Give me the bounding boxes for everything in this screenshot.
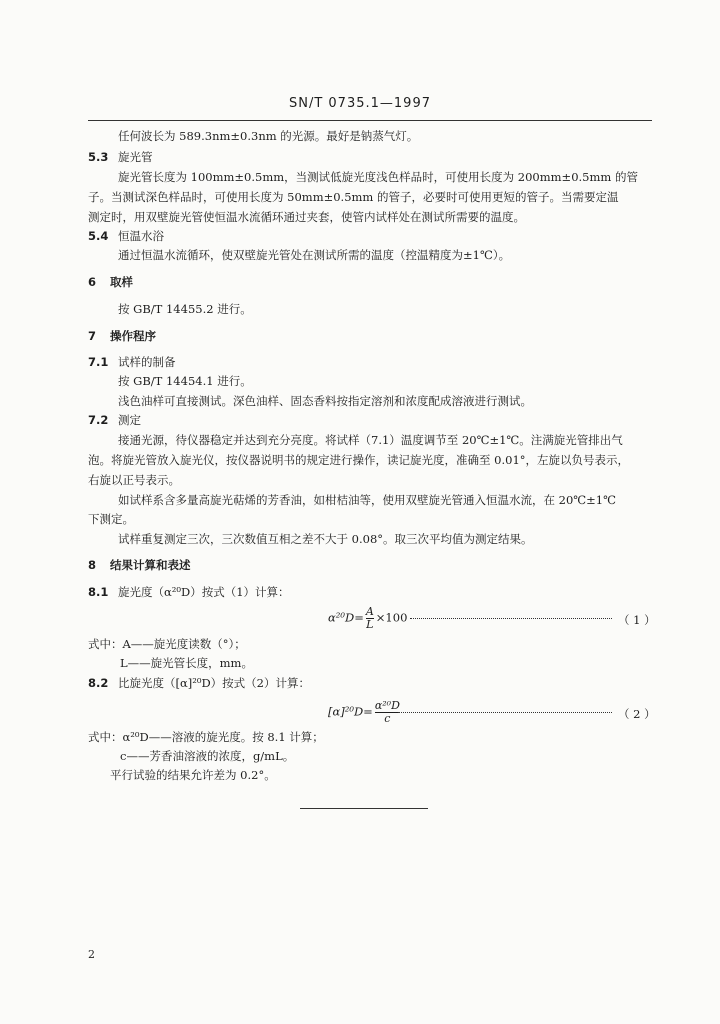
text-line: 下测定。 [88, 512, 134, 526]
section-5-3-title: 旋光管 [118, 150, 153, 164]
text-line: 泡。将旋光管放入旋光仪，按仪器说明书的规定进行操作，读记旋光度，准确至 0.01°，左旋以负号表示， [88, 453, 630, 467]
section-7-1-title: 试样的制备 [118, 355, 176, 369]
section-7-number: 7 [88, 329, 97, 343]
formula-1-denominator: L [366, 618, 374, 631]
formula-1-number: （ 1 ） [618, 613, 656, 627]
text-line: 子。当测试深色样品时，可使用长度为 50mm±0.5mm 的管子，必要时可使用更短的管子。当需要定温 [88, 190, 619, 204]
page-number: 2 [88, 948, 95, 961]
where-clause-1b: L——旋光管长度，mm。 [120, 656, 253, 670]
section-7-2-number: 7.2 [88, 413, 109, 427]
formula-2-lhs: [α]²⁰D= [328, 704, 373, 719]
text-line: 如试样系含多量高旋光萜烯的芳香油，如柑桔油等，使用双壁旋光管通入恒温水流，在 20℃±1℃ [118, 493, 616, 507]
section-7-1-number: 7.1 [88, 355, 109, 369]
text-line: 通过恒温水流循环，使双壁旋光管处在测试所需的温度（控温精度为±1℃）。 [118, 248, 511, 262]
end-rule [300, 808, 428, 809]
text-line: 旋光管长度为 100mm±0.5mm，当测试低旋光度浅色样品时，可使用长度为 200mm±0.5mm 的管 [118, 170, 638, 184]
section-6-title: 取样 [110, 275, 133, 289]
section-5-3-number: 5.3 [88, 150, 109, 164]
formula-2-leader [398, 712, 612, 713]
tolerance-note: 平行试验的结果允许差为 0.2°。 [110, 768, 276, 782]
formula-1-lhs: α²⁰D= [328, 610, 364, 625]
section-7-title: 操作程序 [110, 329, 156, 343]
formula-1-leader [410, 618, 612, 619]
formula-1-fraction [366, 606, 374, 631]
header-rule [88, 120, 652, 121]
text-line: 浅色油样可直接测试。深色油样、固态香料按指定溶剂和浓度配成溶液进行测试。 [118, 394, 532, 408]
formula-1 [328, 606, 407, 631]
formula-2 [328, 700, 402, 725]
where-clause-2b: c——芳香油溶液的浓度，g/mL。 [120, 749, 295, 763]
section-5-4-number: 5.4 [88, 229, 109, 243]
section-8-2-text: 比旋光度（[α]²⁰D）按式（2）计算： [118, 676, 310, 690]
formula-1-rhs: ×100 [375, 610, 408, 625]
formula-1-numerator: A [365, 605, 374, 618]
text-line: 接通光源，待仪器稳定并达到充分亮度。将试样（7.1）温度调节至 20℃±1℃。注满旋光管排出气 [118, 433, 623, 447]
formula-2-denominator: c [375, 712, 400, 725]
text-line: 右旋以正号表示。 [88, 473, 180, 487]
formula-2-fraction [375, 700, 400, 725]
section-8-2-number: 8.2 [88, 676, 109, 690]
text-line: 试样重复测定三次，三次数值互相之差不大于 0.08°。取三次平均值为测定结果。 [118, 532, 533, 546]
section-8-number: 8 [88, 558, 97, 572]
where-clause-2a: 式中：α²⁰D——溶液的旋光度。按 8.1 计算； [88, 730, 324, 744]
text-line: 按 GB/T 14455.2 进行。 [118, 302, 252, 316]
text-line: 按 GB/T 14454.1 进行。 [118, 374, 252, 388]
standard-header: SN/T 0735.1—1997 [288, 96, 431, 111]
section-8-1-text: 旋光度（α²⁰D）按式（1）计算： [118, 585, 290, 599]
text-line: 任何波长为 589.3nm±0.3nm 的光源。最好是钠蒸气灯。 [118, 129, 419, 143]
section-8-1-number: 8.1 [88, 585, 109, 599]
section-8-title: 结果计算和表述 [110, 558, 191, 572]
where-clause-1a: 式中：A——旋光度读数（°）； [88, 637, 246, 651]
text-line: 测定时，用双壁旋光管使恒温水流循环通过夹套，使管内试样处在测试所需要的温度。 [88, 210, 525, 224]
section-5-4-title: 恒温水浴 [118, 229, 164, 243]
section-6-number: 6 [88, 275, 97, 289]
section-7-2-title: 测定 [118, 413, 141, 427]
formula-2-numerator: α²⁰D [374, 699, 400, 712]
formula-2-number: （ 2 ） [618, 707, 656, 721]
